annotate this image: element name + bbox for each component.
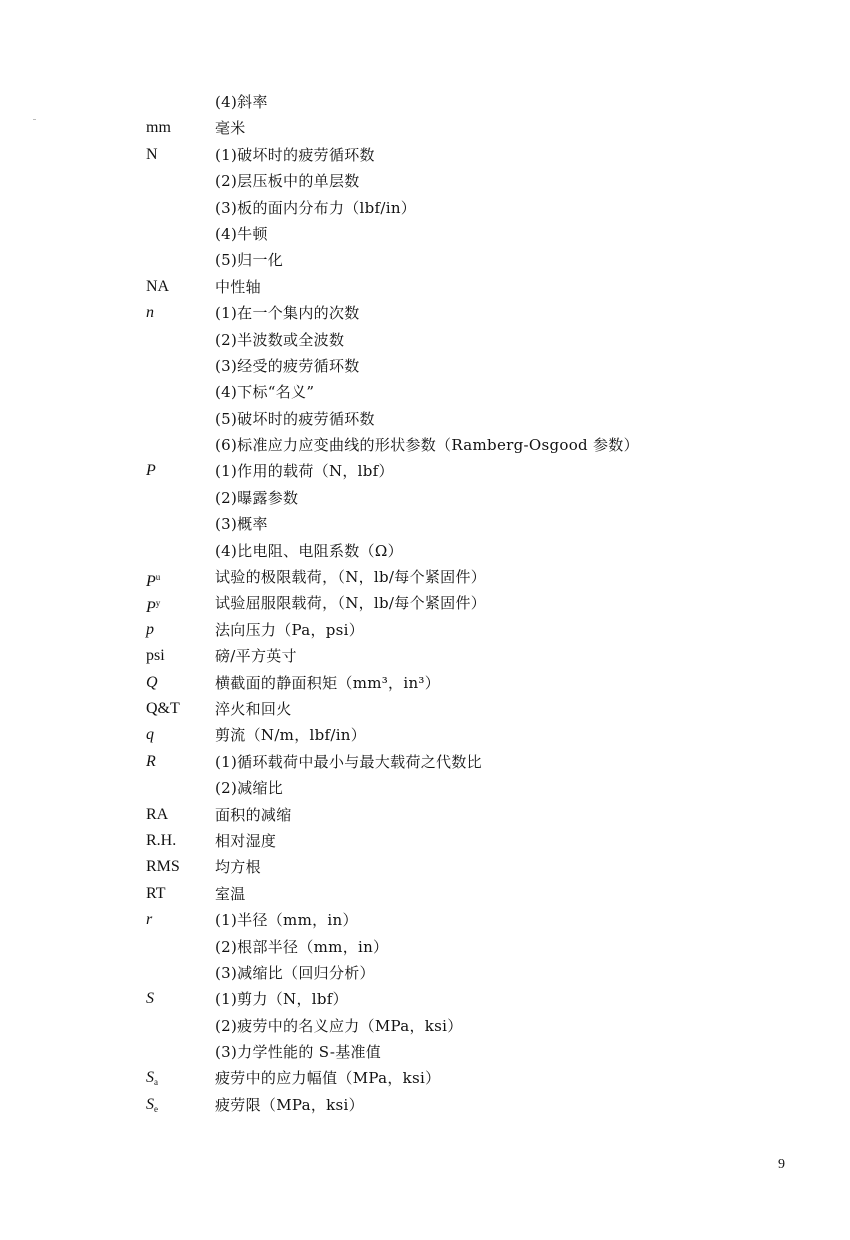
- symbol-base: Q&T: [146, 699, 180, 717]
- symbol-row: [0, 274, 850, 300]
- symbol-row: [0, 195, 850, 221]
- symbol-definition: 面积的减缩: [215, 805, 292, 824]
- symbol-base: r: [146, 911, 153, 929]
- symbol-row: [0, 432, 850, 458]
- symbol-definition: 疲劳中的应力幅值（MPa，ksi）: [215, 1069, 441, 1088]
- symbol-definition: (6)标准应力应变曲线的形状参数（Ramberg-Osgood 参数）: [215, 436, 639, 455]
- symbol-row: [0, 775, 850, 801]
- symbol-row: [0, 590, 850, 616]
- symbol-row: [0, 115, 850, 141]
- symbol-definition: 室温: [215, 884, 246, 903]
- symbol-term: [146, 300, 154, 326]
- symbol-base: S: [146, 990, 154, 1008]
- symbol-row: [0, 1092, 850, 1118]
- symbol-base: p: [146, 620, 154, 638]
- symbol-definition: (4)下标“名义”: [215, 383, 315, 402]
- symbol-row: [0, 934, 850, 960]
- symbol-row: [0, 221, 850, 247]
- symbol-definition: (3)减缩比（回归分析）: [215, 963, 375, 982]
- symbol-base: S: [146, 1095, 154, 1113]
- symbol-term: [146, 643, 165, 669]
- symbol-row: [0, 458, 850, 484]
- symbol-definition: (2)层压板中的单层数: [215, 172, 360, 191]
- symbol-base: R.H.: [146, 831, 177, 849]
- symbol-base: RMS: [146, 858, 180, 876]
- symbol-row: [0, 986, 850, 1012]
- symbol-row: [0, 960, 850, 986]
- symbol-row: [0, 168, 850, 194]
- symbol-definition: 剪流（N/m，lbf/in）: [215, 726, 367, 745]
- symbol-base: mm: [146, 119, 171, 137]
- symbol-row: [0, 1013, 850, 1039]
- symbol-base: n: [146, 304, 154, 322]
- symbol-definition: (4)比电阻、电阻系数（Ω）: [215, 541, 403, 560]
- symbol-definition: (2)根部半径（mm，in）: [215, 937, 389, 956]
- symbol-definition: (1)剪力（N，lbf）: [215, 990, 348, 1009]
- symbol-definition: 磅/平方英寸: [215, 647, 297, 666]
- symbol-term: [146, 828, 176, 854]
- symbol-row: [0, 881, 850, 907]
- symbol-superscript: y: [155, 598, 161, 609]
- symbol-definition: 中性轴: [215, 277, 261, 296]
- symbol-row: [0, 1039, 850, 1065]
- symbol-row: [0, 1065, 850, 1091]
- symbol-row: [0, 327, 850, 353]
- symbol-base: P: [146, 573, 156, 591]
- symbol-base: N: [146, 145, 158, 163]
- symbol-row: [0, 670, 850, 696]
- symbol-row: [0, 696, 850, 722]
- symbol-row: [0, 247, 850, 273]
- symbol-definition: 均方根: [215, 858, 261, 877]
- symbol-row: [0, 300, 850, 326]
- symbol-definition: 法向压力（Pa，psi）: [215, 620, 365, 639]
- symbol-base: R: [146, 752, 156, 770]
- symbol-term: [146, 458, 156, 484]
- symbol-row: [0, 617, 850, 643]
- symbol-term: [146, 617, 154, 643]
- symbol-row: [0, 564, 850, 590]
- symbol-term: [146, 696, 180, 722]
- symbol-row: [0, 854, 850, 880]
- symbol-list: [0, 89, 850, 1118]
- symbol-row: [0, 722, 850, 748]
- symbol-term: [146, 274, 169, 300]
- symbol-term: [146, 881, 165, 907]
- symbol-definition: (3)力学性能的 S-基准值: [215, 1043, 382, 1062]
- symbol-subscript: e: [154, 1103, 158, 1114]
- symbol-definition: (3)板的面内分布力（lbf/in）: [215, 198, 417, 217]
- symbol-term: [146, 722, 154, 748]
- symbol-base: NA: [146, 277, 170, 295]
- symbol-superscript: u: [155, 572, 161, 583]
- symbol-term: [146, 802, 168, 828]
- symbol-definition: 淬火和回火: [215, 699, 292, 718]
- symbol-definition: (1)作用的载荷（N，lbf）: [215, 462, 394, 481]
- symbol-base: RA: [146, 805, 169, 823]
- symbol-definition: (1)在一个集内的次数: [215, 304, 360, 323]
- symbol-base: P: [146, 462, 156, 480]
- symbol-definition: (2)疲劳中的名义应力（MPa，ksi）: [215, 1016, 463, 1035]
- symbol-term: [146, 854, 180, 880]
- symbol-definition: (1)循环载荷中最小与最大载荷之代数比: [215, 752, 482, 771]
- symbol-term: [146, 1092, 158, 1122]
- symbol-row: [0, 538, 850, 564]
- symbol-row: [0, 802, 850, 828]
- symbol-row: [0, 379, 850, 405]
- symbol-base: Q: [146, 673, 158, 691]
- symbol-row: [0, 749, 850, 775]
- symbol-definition: 毫米: [215, 119, 246, 138]
- symbol-definition: (1)半径（mm，in）: [215, 911, 358, 930]
- symbol-term: [146, 115, 171, 141]
- symbol-term: [146, 749, 156, 775]
- symbol-definition: (5)破坏时的疲劳循环数: [215, 409, 375, 428]
- symbol-definition: 试验屈服限载荷，（N，lb/每个紧固件）: [215, 594, 487, 613]
- symbol-definition: (5)归一化: [215, 251, 284, 270]
- symbol-base: psi: [146, 647, 165, 665]
- symbol-subscript: a: [154, 1077, 158, 1088]
- symbol-definition: 试验的极限载荷，（N，lb/每个紧固件）: [215, 568, 487, 587]
- symbol-definition: (4)斜率: [215, 93, 268, 111]
- symbol-definition: (2)减缩比: [215, 779, 284, 798]
- symbol-definition: 相对湿度: [215, 831, 277, 850]
- symbol-term: [146, 670, 158, 696]
- symbol-row: [0, 353, 850, 379]
- symbol-term: [146, 986, 154, 1012]
- symbol-definition: (2)曝露参数: [215, 488, 299, 507]
- symbol-base: P: [146, 599, 156, 617]
- symbol-definition: 疲劳限（MPa，ksi）: [215, 1095, 364, 1114]
- symbol-row: [0, 643, 850, 669]
- symbol-definition: (3)概率: [215, 515, 268, 534]
- symbol-definition: (3)经受的疲劳循环数: [215, 356, 360, 375]
- symbol-term: [146, 142, 158, 168]
- symbol-term: [146, 907, 152, 933]
- symbol-base: q: [146, 726, 154, 744]
- symbol-row: [0, 828, 850, 854]
- symbol-row: [0, 907, 850, 933]
- symbol-definition: (4)牛顿: [215, 224, 268, 243]
- symbol-row: [0, 89, 850, 115]
- symbol-row: [0, 485, 850, 511]
- symbol-definition: 横截面的静面积矩（mm³，in³）: [215, 673, 441, 692]
- symbol-row: [0, 142, 850, 168]
- symbol-base: S: [146, 1069, 154, 1087]
- symbol-base: RT: [146, 884, 166, 902]
- symbol-row: [0, 511, 850, 537]
- symbol-definition: (1)破坏时的疲劳循环数: [215, 145, 375, 164]
- symbol-row: [0, 406, 850, 432]
- symbol-definition: (2)半波数或全波数: [215, 330, 345, 349]
- page-number: 9: [778, 1157, 785, 1172]
